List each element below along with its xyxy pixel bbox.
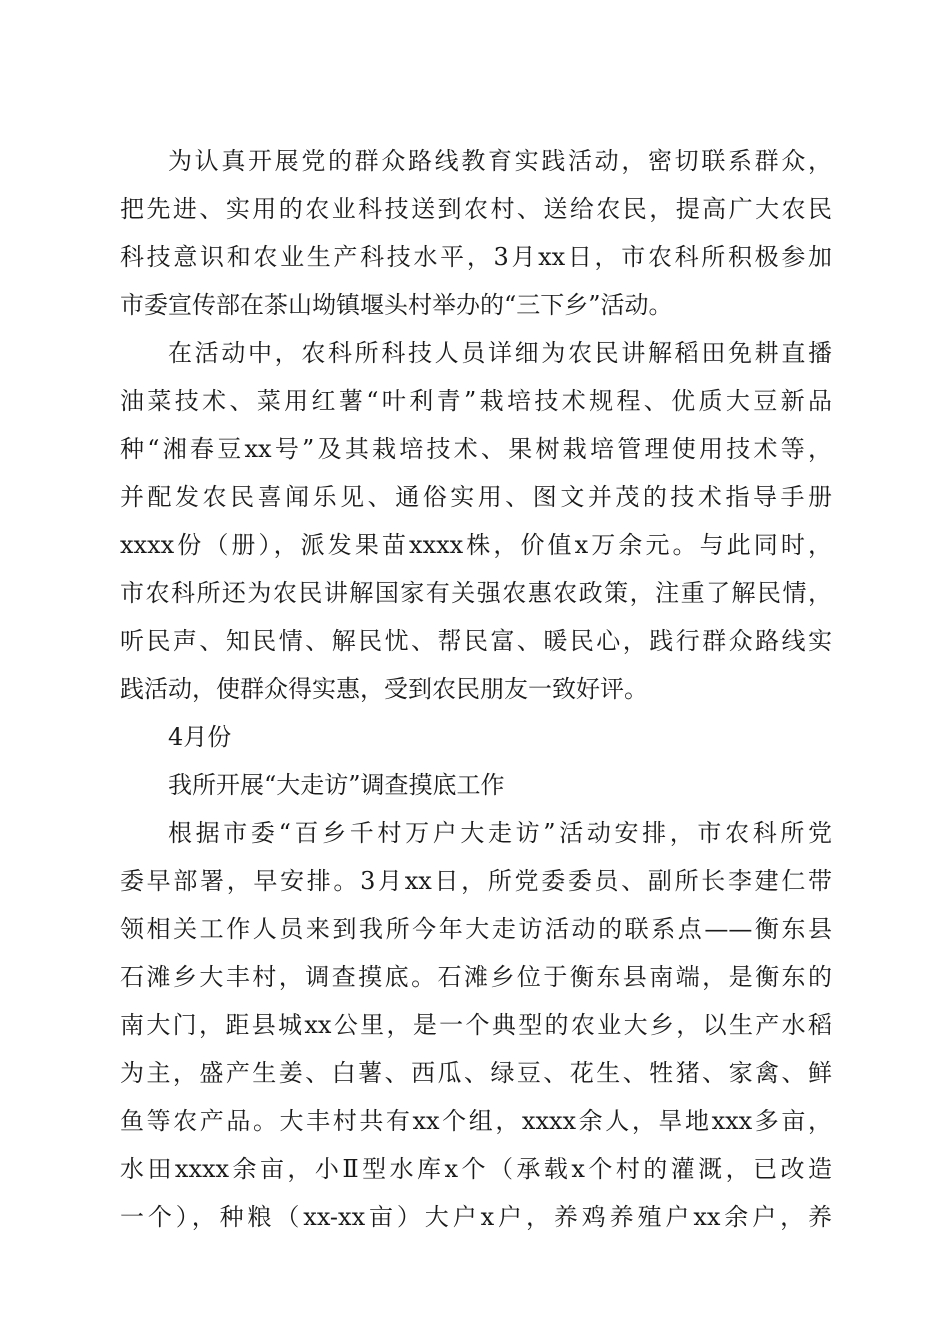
paragraph-line: 一个），种粮（xx-xx亩）大户x户，养鸡养殖户xx余户，养 [120, 1203, 832, 1231]
paragraph-line: 领相关工作人员来到我所今年大走访活动的联系点——衡东县 [120, 915, 832, 943]
paragraph-line: 石滩乡大丰村，调查摸底。石滩乡位于衡东县南端，是衡东的 [120, 963, 832, 991]
paragraph-line: 听民声、知民情、解民忧、帮民富、暖民心，践行群众路线实 [120, 627, 832, 655]
paragraph-line: 鱼等农产品。大丰村共有xx个组，xxxx余人，旱地xxx多亩， [120, 1107, 832, 1135]
paragraph-line: 科技意识和农业生产科技水平，3月xx日，市农科所积极参加 [120, 243, 832, 271]
paragraph-line: 南大门，距县城xx公里，是一个典型的农业大乡，以生产水稻 [120, 1011, 832, 1039]
paragraph-line: 市农科所还为农民讲解国家有关强农惠农政策，注重了解民情， [120, 579, 832, 607]
paragraph-line: 把先进、实用的农业科技送到农村、送给农民，提高广大农民 [120, 195, 832, 223]
paragraph-line: 并配发农民喜闻乐见、通俗实用、图文并茂的技术指导手册 [120, 483, 832, 511]
section-title: 我所开展“大走访”调查摸底工作 [168, 771, 505, 799]
section-month-heading: 4月份 [168, 723, 232, 751]
paragraph-line: 为认真开展党的群众路线教育实践活动，密切联系群众， [168, 147, 832, 175]
paragraph-line: 油菜技术、菜用红薯“叶利青”栽培技术规程、优质大豆新品 [120, 387, 832, 415]
paragraph-line: 为主，盛产生姜、白薯、西瓜、绿豆、花生、牲猪、家禽、鲜 [120, 1059, 832, 1087]
paragraph-line: 水田xxxx余亩，小Ⅱ型水库x个（承载x个村的灌溉，已改造 [120, 1155, 832, 1183]
paragraph-line: 种“湘春豆xx号”及其栽培技术、果树栽培管理使用技术等， [120, 435, 832, 463]
paragraph-line: xxxx份（册），派发果苗xxxx株，价值x万余元。与此同时， [120, 531, 832, 559]
paragraph-line: 委早部署，早安排。3月xx日，所党委委员、副所长李建仁带 [120, 867, 832, 895]
paragraph-line: 在活动中，农科所科技人员详细为农民讲解稻田免耕直播 [168, 339, 832, 367]
paragraph-line: 践活动，使群众得实惠，受到农民朋友一致好评。 [120, 675, 648, 703]
paragraph-line: 市委宣传部在茶山坳镇堰头村举办的“三下乡”活动。 [120, 291, 673, 319]
paragraph-line: 根据市委“百乡千村万户大走访”活动安排，市农科所党 [168, 819, 832, 847]
